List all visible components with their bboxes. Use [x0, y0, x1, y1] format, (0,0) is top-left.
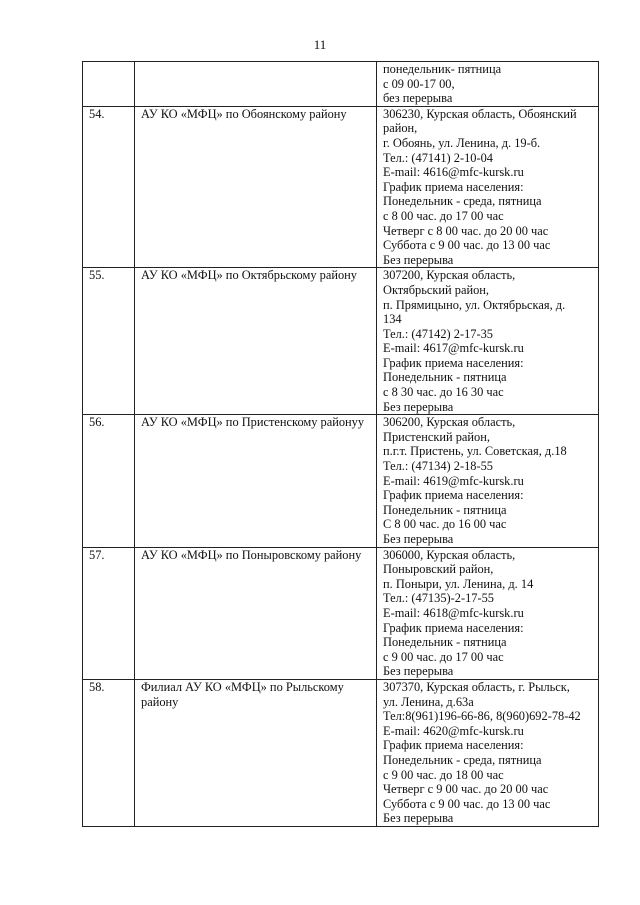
contact-line: Тел:8(961)196-66-86, 8(960)692-78-42 [383, 709, 581, 724]
table-row [83, 62, 599, 107]
contact-line: Тел.: (47142) 2-17-35 [383, 326, 493, 341]
office-name-cell [135, 679, 377, 826]
contact-line: Пристенский район, [383, 429, 490, 444]
table-row [83, 679, 599, 826]
row-number: 57. [83, 547, 135, 679]
contact-line: 307370, Курская область, г. Рыльск, [383, 679, 570, 694]
row-number: 56. [83, 415, 135, 547]
contact-line: Четверг с 8 00 час. до 20 00 час [383, 223, 549, 238]
contact-line: E-mail: 4616@mfc-kursk.ru [383, 165, 524, 180]
contact-line: п. Поныри, ул. Ленина, д. 14 [383, 576, 534, 591]
contact-line: Без перерыва [383, 532, 454, 546]
office-name-cell [135, 62, 377, 107]
row-number [83, 62, 135, 107]
contact-line: Без перерыва [383, 252, 454, 267]
contact-line: График приема населения: [383, 355, 524, 370]
contact-line: Без перерыва [383, 399, 454, 414]
office-name: АУ КО «МФЦ» по Поныровскому району [141, 547, 362, 562]
contact-line: Понедельник - пятница [383, 502, 507, 517]
office-name-cell [135, 547, 377, 679]
contact-line: 307200, Курская область, [383, 268, 516, 283]
contact-line: Понедельник - пятница [383, 635, 507, 650]
office-name-cell [135, 415, 377, 547]
contact-line: Суббота с 9 00 час. до 13 00 час [383, 796, 551, 811]
contact-line: 306200, Курская область, [383, 415, 516, 430]
row-number: 55. [83, 268, 135, 415]
contact-line: 306230, Курская область, Обоянский [383, 106, 577, 121]
office-name: АУ КО «МФЦ» по Пристенскому районуу [141, 415, 365, 430]
contact-line: Понедельник - пятница [383, 370, 507, 385]
contact-line: с 9 00 час. до 18 00 час [383, 767, 504, 782]
contact-line: Четверг с 9 00 час. до 20 00 час [383, 782, 549, 797]
table-row [83, 106, 599, 268]
contact-line: Суббота с 9 00 час. до 13 00 час [383, 238, 551, 253]
office-contacts-cell [377, 547, 599, 679]
contact-line: Тел.: (47135)-2-17-55 [383, 591, 495, 606]
contact-line: Понедельник - среда, пятница [383, 194, 542, 209]
contact-line: E-mail: 4617@mfc-kursk.ru [383, 341, 524, 356]
office-name: Филиал АУ КО «МФЦ» по Рыльскому району [141, 679, 344, 709]
contact-line: E-mail: 4618@mfc-kursk.ru [383, 605, 524, 620]
table-row [83, 268, 599, 415]
contact-line: Тел.: (47134) 2-18-55 [383, 459, 493, 474]
contact-line: п.г.т. Пристень, ул. Советская, д.18 [383, 444, 567, 459]
contact-line: 134 [383, 312, 402, 327]
contact-line: 306000, Курская область, [383, 547, 516, 562]
table-row [83, 547, 599, 679]
contact-line: без перерыва [383, 91, 453, 106]
contact-line: E-mail: 4619@mfc-kursk.ru [383, 473, 524, 488]
contact-line: Понедельник - среда, пятница [383, 752, 542, 767]
table-row [83, 415, 599, 547]
page-number: 11 [313, 37, 327, 52]
contact-line: График приема населения: [383, 488, 524, 503]
contact-line: Тел.: (47141) 2-10-04 [383, 150, 493, 165]
contact-line: С 8 00 час. до 16 00 час [383, 517, 507, 532]
office-name: АУ КО «МФЦ» по Обоянскому району [141, 106, 347, 121]
contact-line: График приема населения: [383, 620, 524, 635]
contact-line: с 9 00 час. до 17 00 час [383, 649, 504, 664]
mfc-offices-table [82, 61, 599, 827]
office-contacts-cell [377, 62, 599, 107]
office-contacts-cell [377, 106, 599, 268]
contact-line: с 8 00 час. до 17 00 час [383, 208, 504, 223]
row-number: 58. [83, 679, 135, 826]
office-name-cell [135, 106, 377, 268]
contact-line: понедельник- пятница [383, 62, 502, 76]
contact-line: График приема населения: [383, 179, 524, 194]
contact-line: с 09 00-17 00, [383, 76, 455, 91]
contact-line: График приема населения: [383, 738, 524, 753]
office-name-cell [135, 268, 377, 415]
contact-line: ул. Ленина, д.63а [383, 694, 474, 709]
office-contacts-cell [377, 415, 599, 547]
row-number: 54. [83, 106, 135, 268]
contact-line: Без перерыва [383, 664, 454, 679]
contact-line: Октябрьский район, [383, 282, 490, 297]
contact-line: район, [383, 121, 418, 136]
contact-line: E-mail: 4620@mfc-kursk.ru [383, 723, 524, 738]
table-body [83, 62, 599, 827]
contact-line: Поныровский район, [383, 562, 494, 577]
contact-line: с 8 30 час. до 16 30 час [383, 385, 504, 400]
office-name: АУ КО «МФЦ» по Октябрьскому району [141, 268, 357, 283]
contact-line: г. Обоянь, ул. Ленина, д. 19-б. [383, 135, 541, 150]
office-contacts-cell [377, 679, 599, 826]
contact-line: п. Прямицыно, ул. Октябрьская, д. [383, 297, 566, 312]
office-contacts-cell [377, 268, 599, 415]
contact-line: Без перерыва [383, 811, 454, 826]
